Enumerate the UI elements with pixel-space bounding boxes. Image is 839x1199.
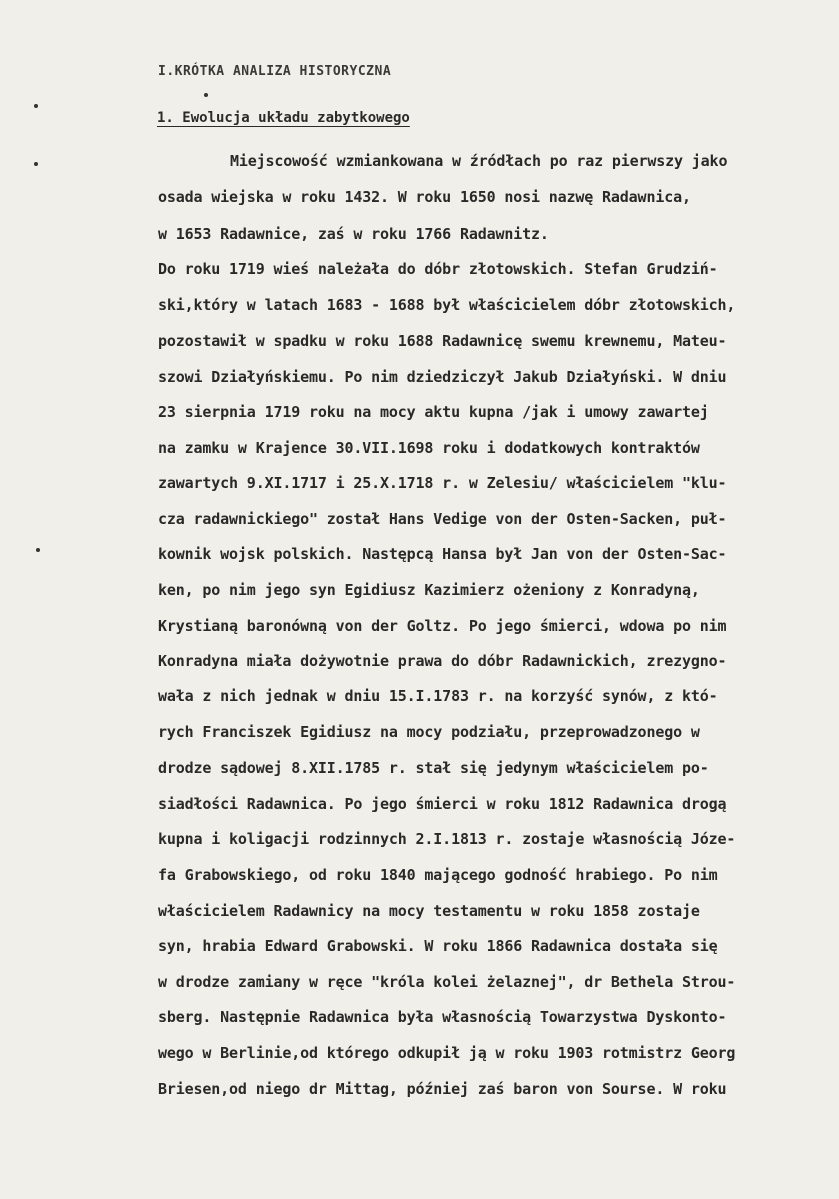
text-line: Do roku 1719 wieś należała do dóbr złotowskich. Stefan Grudziń- xyxy=(158,260,718,278)
subsection-heading: 1. Ewolucja układu zabytkowego xyxy=(157,110,410,126)
margin-mark xyxy=(204,93,208,97)
text-line: sberg. Następnie Radawnica była własnością Towarzystwa Dyskonto- xyxy=(158,1008,727,1026)
text-line: na zamku w Krajence 30.VII.1698 roku i dodatkowych kontraktów xyxy=(158,439,700,457)
text-line: Briesen,od niego dr Mittag, później zaś baron von Sourse. W roku xyxy=(158,1080,727,1098)
text-line: siadłości Radawnica. Po jego śmierci w roku 1812 Radawnica drogą xyxy=(158,795,727,813)
text-line: drodze sądowej 8.XII.1785 r. stał się jedynym właścicielem po- xyxy=(158,759,709,777)
text-line: ski,który w latach 1683 - 1688 był właścicielem dóbr złotowskich, xyxy=(158,296,736,314)
text-line: syn, hrabia Edward Grabowski. W roku 1866 Radawnica dostała się xyxy=(158,937,718,955)
text-line: osada wiejska w roku 1432. W roku 1650 nosi nazwę Radawnica, xyxy=(158,188,691,206)
section-heading: I.KRÓTKA ANALIZA HISTORYCZNA xyxy=(158,64,392,79)
margin-mark xyxy=(34,104,38,108)
text-line: Krystianą baronówną von der Goltz. Po jego śmierci, wdowa po nim xyxy=(158,617,727,635)
text-line: kownik wojsk polskich. Następcą Hansa był Jan von der Osten-Sac- xyxy=(158,545,727,563)
text-line: w drodze zamiany w ręce "króla kolei żelaznej", dr Bethela Strou- xyxy=(158,973,736,991)
margin-mark xyxy=(36,548,40,552)
text-line: zawartych 9.XI.1717 i 25.X.1718 r. w Zelesiu/ właścicielem "klu- xyxy=(158,474,727,492)
text-line: ken, po nim jego syn Egidiusz Kazimierz ożeniony z Konradyną, xyxy=(158,581,700,599)
text-line: w 1653 Radawnice, zaś w roku 1766 Radawnitz. xyxy=(158,225,549,243)
text-line: wego w Berlinie,od którego odkupił ją w roku 1903 rotmistrz Georg xyxy=(158,1044,736,1062)
margin-mark xyxy=(34,162,38,166)
text-line: 23 sierpnia 1719 roku na mocy aktu kupna /jak i umowy zawartej xyxy=(158,403,709,421)
text-line: rych Franciszek Egidiusz na mocy podziału, przeprowadzonego w xyxy=(158,723,700,741)
text-line: cza radawnickiego" został Hans Vedige von der Osten-Sacken, puł- xyxy=(158,510,727,528)
text-line: właścicielem Radawnicy na mocy testamentu w roku 1858 zostaje xyxy=(158,902,700,920)
text-line: fa Grabowskiego, od roku 1840 mającego godność hrabiego. Po nim xyxy=(158,866,718,884)
text-line: Konradyna miała dożywotnie prawa do dóbr Radawnickich, zrezygno- xyxy=(158,652,727,670)
text-line: kupna i koligacji rodzinnych 2.I.1813 r. zostaje własnością Józe- xyxy=(158,830,736,848)
text-line: wała z nich jednak w dniu 15.I.1783 r. na korzyść synów, z któ- xyxy=(158,687,718,705)
text-line: Miejscowość wzmiankowana w źródłach po raz pierwszy jako xyxy=(230,152,728,170)
text-line: pozostawił w spadku w roku 1688 Radawnicę swemu krewnemu, Mateu- xyxy=(158,332,727,350)
text-line: szowi Działyńskiemu. Po nim dziedziczył Jakub Działyński. W dniu xyxy=(158,368,727,386)
